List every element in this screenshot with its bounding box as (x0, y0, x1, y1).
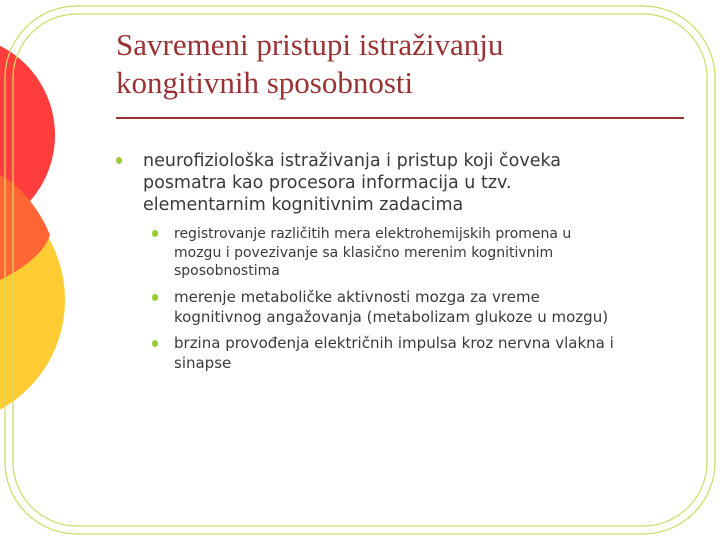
bullet-text-line: mozgu i povezivanje sa klasično merenim kognitivnim (174, 244, 554, 261)
title-line: kongitivnih sposobnosti (116, 65, 414, 100)
bullet-text-line: kognitivnog angažovanja (metabolizam glukoze u mozgu) (174, 308, 609, 326)
title-underline (116, 117, 684, 119)
bullet-dot (116, 157, 122, 164)
bullet-text-line: elementarnim kognitivnim zadacima (143, 195, 464, 215)
bullet-level1 (143, 150, 663, 216)
bullet-text-line: sposobnostima (174, 263, 280, 279)
bullet-dot (152, 230, 158, 237)
bullet-text-line: posmatra kao procesora informacija u tzv. (143, 173, 512, 193)
bullet-dot (152, 340, 158, 347)
bullet-text-line: neurofiziološka istraživanja i pristup koji čoveka (143, 151, 562, 171)
title-line: Savremeni pristupi istraživanju (116, 27, 504, 62)
slide-title (116, 26, 696, 102)
bullet-text-line: brzina provođenja električnih impulsa kroz nervna vlakna i (174, 334, 614, 352)
bullet-level2 (174, 333, 684, 373)
bullet-dot (152, 294, 158, 301)
bullet-text-line: merenje metaboličke aktivnosti mozga za vreme (174, 288, 540, 306)
bullet-text-line: sinapse (174, 354, 232, 372)
bullet-level2 (174, 225, 684, 281)
bullet-text-line: registrovanje različitih mera elektrohemijskih promena u (174, 226, 572, 242)
bullet-level2 (174, 287, 684, 327)
